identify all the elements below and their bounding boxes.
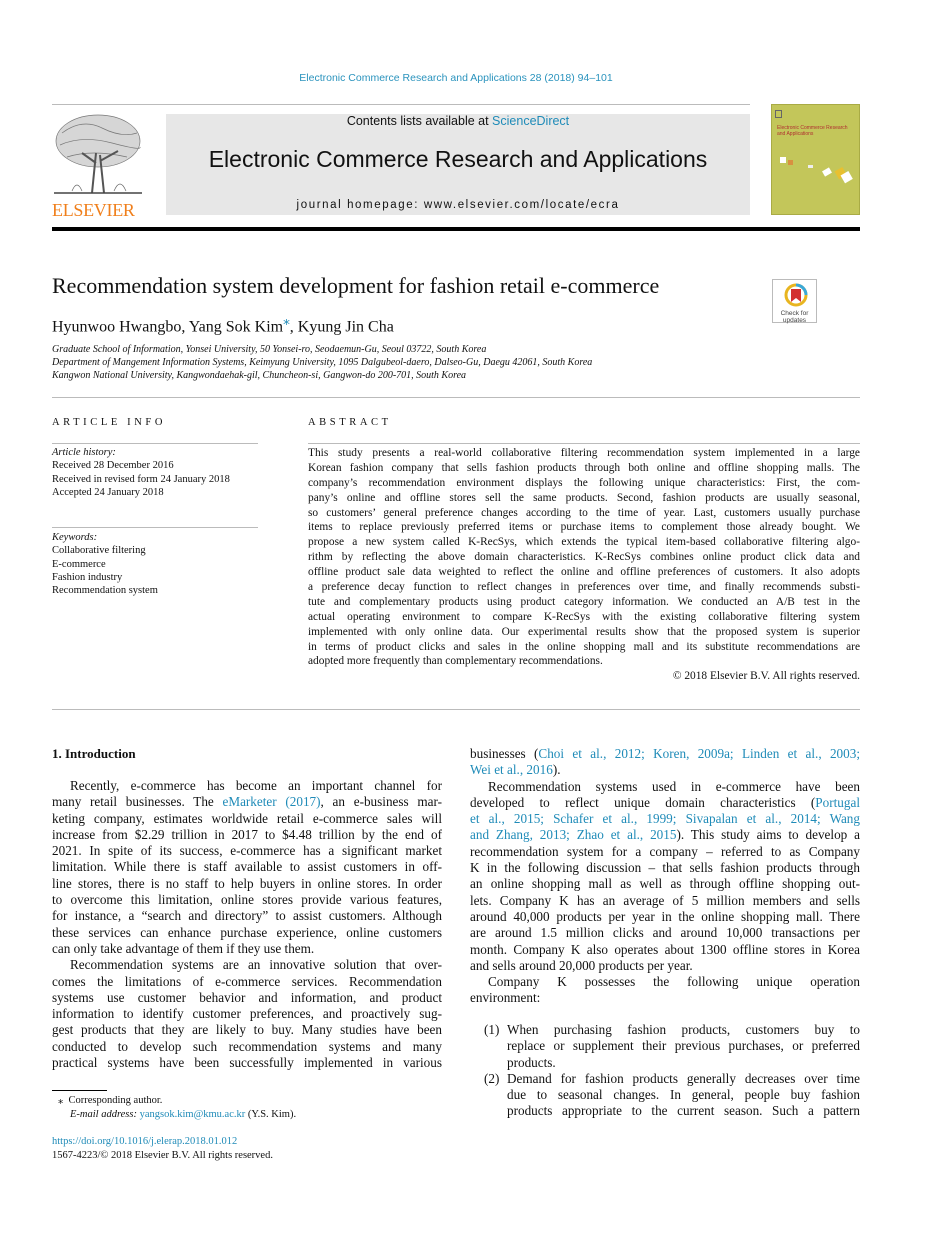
divider [52,709,860,710]
text-line: Demand for fashion products generally decreases over time [507,1070,860,1086]
doi-link[interactable]: https://doi.org/10.1016/j.elerap.2018.01.012 [52,1136,238,1147]
affiliation: Kangwon National University, Kangwondaehak-gil, Chuncheon-si, Gangwon-do 200-701, South Korea [52,370,467,381]
text-line: Recommendation systems used in e-commerce have been [488,778,860,794]
keyword: Recommendation system [52,585,158,597]
header-thick-rule [52,227,860,231]
citation-link[interactable]: Choi et al., 2012; Koren, 2009a; Linden et al., 2003; [538,746,860,761]
history-revised: Received in revised form 24 January 2018 [52,473,230,485]
homepage-label: journal homepage: [296,199,424,211]
text-line: information to identify customer preferences, and proactively sug- [52,1006,442,1022]
keywords [52,531,158,597]
right-column [470,746,860,1007]
divider [52,397,860,398]
text-line: are around 1.5 million clicks and around 10,000 transactions per [470,925,860,941]
abstract-line: This study presents a real-world collaborative filtering recommendation system implemented in a large [308,447,860,459]
history-received: Received 28 December 2016 [52,460,174,472]
list-item [470,1071,860,1120]
email-suffix: (Y.S. Kim). [245,1109,297,1120]
text-line: developed to reflect unique domain characteristics (Portugal [470,794,860,810]
authors-secondary: , Kyung Jin Cha [289,318,394,336]
numbered-list [470,1022,860,1120]
text-line: K in the following discussion – that sells fashion products through [470,860,860,876]
text-line: systems use customer behavior and information, and product [52,989,442,1005]
text-line: Wei et al., 2016). [470,762,561,778]
abstract-line: offline product sale data weighted to reflect the online and offline preferences of customers. It also adopts [308,566,860,579]
divider [52,443,258,444]
history-label: Article history: [52,447,116,458]
check-for-updates-button[interactable] [772,279,817,323]
elsevier-logo [52,113,144,220]
corresponding-author-link[interactable]: ⁎ [283,313,290,328]
journal-homepage [166,199,750,211]
divider [52,527,258,528]
check-updates-label: Check for updates [780,310,809,324]
text-line: for instance, a “search and directory” to assist customers. Although [52,908,442,924]
footnote-corresponding [58,1094,162,1106]
abstract-line: in terms of product clicks and sales in the online shopping mall and its substitute recommendations are [308,640,860,653]
text-line: 2021. In spite of its success, e-commerce has a significant market [52,843,442,859]
text-line: many retail businesses. The eMarketer (2017), an e-business mar- [52,794,442,810]
divider [308,443,860,444]
cover-title: Electronic Commerce Research and Applications [777,125,848,137]
abstract-line: implemented with only online data. Our experimental results show that the proposed system is superior [308,625,860,638]
text-line: comes the limitations of e-commerce services. Recommendation [52,973,442,989]
abstract-line: pany’s online and offline stores sell the same products. Second, fashion products are usually seasonal, [308,491,860,504]
email-link[interactable]: yangsok.kim@kmu.ac.kr [139,1109,246,1120]
journal-cover-image [771,104,860,215]
text-line: these services can enhance purchase experience, online customers [52,924,442,940]
text-line: an online shopping mall as well as through offline shopping out- [470,876,860,892]
issn-copyright: 1567-4223/© 2018 Elsevier B.V. All rights reserved. [52,1150,273,1161]
list-item [470,1022,860,1071]
abstract-copyright: © 2018 Elsevier B.V. All rights reserved. [672,670,860,682]
text-line: replace or supplement their previous purchases, or preferred [507,1038,860,1054]
citation-link[interactable]: Portugal [815,794,860,810]
text-line: gest products that they are likely to buy. Many studies have been [52,1022,442,1038]
abstract-line: Korean fashion company that sells fashion products through both online and offline shopping malls. The [308,461,860,474]
text-line: and sells around 20,000 products per year. [470,957,693,973]
authors-primary: Hyunwoo Hwangbo, Yang Sok Kim [52,318,284,336]
article-history [52,446,230,499]
text-line: lets. Company K has an average of 5 million members and sells [470,892,860,908]
abstract-line: a preference decay function to reflect changes in preferences over time, and finally recommends substi- [308,581,860,594]
footnote-star: ⁎ [58,1095,64,1106]
contents-line [166,114,750,128]
keyword: Collaborative filtering [52,545,146,557]
text-line: Company K possesses the following unique operation [488,974,860,990]
text-line: conducted to develop such recommendation systems and many [52,1038,442,1054]
cover-graphic-icon [778,153,858,189]
text-line: products appropriate to the current season. Such a pattern [507,1103,860,1119]
text-line: products. [507,1054,556,1070]
homepage-link[interactable]: www.elsevier.com/locate/ecra [423,199,620,211]
section-heading: 1. Introduction [52,746,136,761]
abstract-line: propose a new system called K-RecSys, which extends the typical item-based collaborative filtering algo- [308,536,860,549]
header-rule [52,104,750,105]
citation-link[interactable]: Wei et al., 2016 [470,762,553,778]
abstract-line: items to replace previously preferred items or purchase items to complement those already bought. We [308,521,860,534]
list-number: (1) [484,1022,500,1037]
journal-citation-link[interactable]: Electronic Commerce Research and Applications 28 (2018) 94–101 [299,72,613,84]
citation-link[interactable]: et al., 2015; Schafer et al., 1999; Sivapalan et al., 2014; Wang [470,811,860,827]
text-line: environment: [470,990,541,1006]
citation-link[interactable]: and Zhang, 2013; Zhao et al., 2015 [470,827,677,843]
text-line: limitation. While there is staff available to assist customers in off- [52,859,442,875]
contents-label: Contents lists available at [346,114,493,128]
history-accepted: Accepted 24 January 2018 [52,486,164,498]
abstract-line: adopted more frequently than complementary recommendations. [308,655,603,668]
journal-title: Electronic Commerce Research and Applications [208,146,708,172]
text-line: can only take advantage of them if they use them. [52,940,315,956]
author-list [52,313,394,336]
text-line: increase from $2.29 trillion in 2017 to $4.48 trillion by the end of [52,826,442,842]
article-title: Recommendation system development for fashion retail e-commerce [52,273,660,298]
left-column [52,778,442,1071]
abstract-line: actual operating environment to compare K-RecSys with the existing collaborative filtering system [308,610,860,623]
text-line: businesses (Choi et al., 2012; Koren, 2009a; Linden et al., 2003; [470,746,860,761]
list-number: (2) [484,1070,500,1086]
cover-logo-icon [775,110,782,118]
text-line: month. Company K also operates about 1300 offline stores in Korea [470,941,860,957]
abstract-heading: ABSTRACT [308,417,392,428]
sciencedirect-link[interactable]: ScienceDirect [492,114,570,128]
affiliation: Graduate School of Information, Yonsei University, 50 Yonsei-ro, Seodaemun-Gu, Seoul 03722, South Korea [52,344,487,355]
text-line: to overcome this limitation, online stores provide various features, [52,892,442,908]
text-line: line stores, there is no staff to help buyers in online stores. In order [52,875,442,891]
keywords-label: Keywords: [52,532,98,543]
affiliation: Department of Mangement Information Systems, Keimyung University, 1095 Dalgubeol-daero, Dalseo-Gu, Daegu 42061, South Korea [52,357,593,368]
text-line: practical systems have been successfully implemented in various [52,1055,442,1071]
article-info-heading: ARTICLE INFO [52,417,167,428]
abstract-line: company’s recommendation environment displays the following unique characteristics: First, the com- [308,476,860,489]
text-line: recommendation system for a company – referred to as Company [470,843,860,859]
text-line: around 40,000 products per year in the online shopping mall. There [470,908,860,924]
abstract-line: rithm by reflecting the above domain characteristics. K-RecSys combines online product click data and [308,551,860,564]
abstract-text [308,446,860,669]
check-updates-icon [784,283,808,309]
text-line: When purchasing fashion products, customers buy to [507,1022,860,1037]
elsevier-tree-icon [52,113,144,195]
elsevier-wordmark: ELSEVIER [52,200,135,220]
footnote-text: Corresponding author. [68,1095,163,1106]
abstract-line: tute and complementary products using product category information. We conducted an A/B test in the [308,595,860,608]
email-label: E-mail address: [70,1109,140,1120]
text-line: due to seasonal changes. In general, people buy fashion [507,1087,860,1103]
text-line: Recommendation systems are an innovative solution that over- [70,957,442,973]
abstract-line: so customers’ general preference changes according to the time of year. Last, customers usually purchase [308,506,860,519]
text-line: keting company, estimates worldwide retail e-commerce sales will [52,810,442,826]
text-line: and Zhang, 2013; Zhao et al., 2015). This study aims to develop a [470,827,860,843]
keyword: Fashion industry [52,571,123,583]
footnote-email [70,1109,296,1120]
text-line [470,811,860,827]
footnote-rule [52,1090,107,1091]
keyword: E-commerce [52,558,106,570]
text-line: Recently, e-commerce has become an important channel for [70,778,442,793]
citation-link[interactable]: eMarketer (2017) [222,794,321,810]
